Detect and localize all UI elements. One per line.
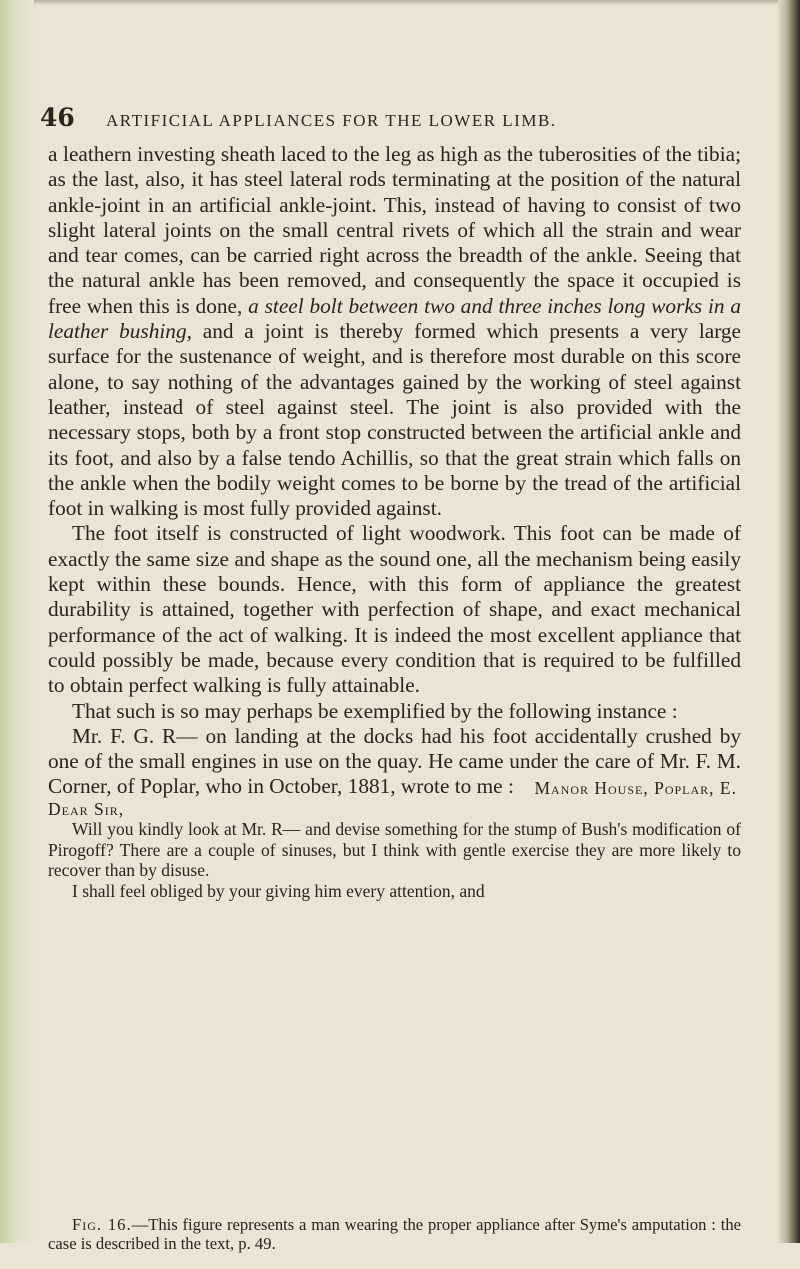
paragraph-1: a leathern investing sheath laced to the leg as high as the tuberosities of the tibia; as the last, also, it has steel lateral rods terminating at the position of the natural ankle-joint in an artificial ankle-joint. This, instead of having to consist of two slight lateral joints on the small central rivets of which all the strain and wear and tear comes, can be carried right across the breadth of the ankle. Seeing that the natural ankle has been removed, and consequently the space it occupied is free when this is done, a steel bolt between two and three inches long works in a leather bushing, and a joint is thereby formed which presents a very large surface for the sustenance of weight, and is therefore most durable on this score alone, to say nothing of the advantages gained by the working of steel against leather, instead of steel against steel. The joint is also provided with the necessary stops, both by a front stop constructed between the artificial ankle and its foot, and also by a false tendo Achillis, so that the great strain which falls on the ankle when the bodily weight comes to be borne by the tread of the artificial foot in walking is most fully provided against. — [48, 142, 742, 521]
page-header — [40, 103, 740, 133]
paragraph-4: Mr. F. G. R— on landing at the docks had his foot accidentally crushed by one of the small engines in use on the quay. He came under the care of Mr. F. M. Corner, of Poplar, who in October, 1881, wrote to me : — [48, 723, 741, 799]
figure-caption — [48, 1198, 741, 1269]
paragraph-3: That such is so may perhaps be exemplified by the following instance : — [72, 698, 678, 723]
caption-text: —This figure represents a man wearing the proper appliance after Syme's amputation : the case is described in the text, p. 49. — [48, 1214, 741, 1253]
paragraph-2: The foot itself is constructed of light woodwork. This foot can be made of exactly the same size and shape as the sound one, all the mechanism being easily kept within these bounds. Hence, with this form of appliance the greatest durability is attained, together with perfection of shape, and exact mechanical performance of the act of walking. It is indeed the most excellent appliance that could possibly be made, because every condition that is required to be fulfilled to obtain perfect walking is fully attainable. — [48, 521, 741, 698]
letter-line-1: Will you kindly look at Mr. R— and devise something for the stump of Bush's modification of Pirogoff? There are a couple of sinuses, but I think with gentle exercise they are more likely to recover than by disuse. — [48, 819, 741, 881]
italic-phrase: a steel bolt between two and three inches long works in a leather bushing, — [48, 293, 741, 344]
running-head: ARTIFICIAL APPLIANCES FOR THE LOWER LIMB. — [106, 111, 557, 130]
body-text — [48, 142, 741, 800]
page-right-edge — [778, 0, 800, 1243]
page-top-edge — [0, 0, 800, 5]
page-binding-edge — [0, 0, 34, 1243]
figure-label: Fig. 16. — [72, 1214, 132, 1234]
letter-address: Manor House, Poplar, E. — [534, 778, 737, 798]
quoted-letter — [48, 778, 741, 902]
letter-line-2: I shall feel obliged by your giving him every attention, and — [72, 880, 485, 901]
letter-salutation: Dear Sir, — [48, 798, 125, 819]
page-number: 46 — [40, 103, 75, 132]
